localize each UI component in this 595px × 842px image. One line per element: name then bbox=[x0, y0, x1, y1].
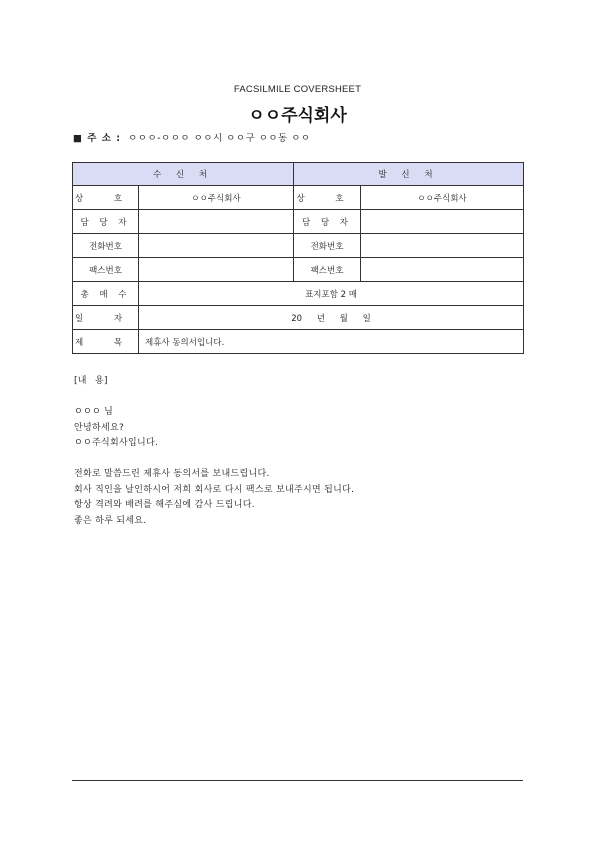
recipient-phone-value[interactable] bbox=[139, 234, 294, 258]
table-header-row bbox=[73, 163, 524, 186]
table-row bbox=[73, 186, 524, 210]
pages-value[interactable]: 표지포함 2 매 bbox=[139, 282, 524, 306]
sender-contact-value[interactable] bbox=[361, 210, 524, 234]
sender-phone-value[interactable] bbox=[361, 234, 524, 258]
subject-label: 제 목 bbox=[73, 330, 139, 354]
date-label: 일 자 bbox=[73, 306, 139, 330]
pages-label: 총 매 수 bbox=[73, 282, 139, 306]
address-label: ■ 주 소 : bbox=[73, 133, 122, 144]
company-title: ㅇㅇ주식회사 bbox=[248, 106, 347, 126]
table-row bbox=[73, 282, 524, 306]
greeting-intro: ㅇㅇ주식회사입니다. bbox=[74, 438, 159, 448]
recipient-phone-label: 전화번호 bbox=[73, 234, 139, 258]
message-line-4: 좋은 하루 되세요. bbox=[74, 515, 147, 526]
recipient-company-value[interactable]: ㅇㅇ주식회사 bbox=[139, 186, 294, 210]
recipient-fax-value[interactable] bbox=[139, 258, 294, 282]
recipient-fax-label: 팩스번호 bbox=[73, 258, 139, 282]
recipient-header: 수 신 처 bbox=[73, 163, 294, 186]
sender-contact-label: 담 당 자 bbox=[294, 210, 361, 234]
address-line bbox=[73, 130, 311, 144]
date-value[interactable]: 20 년 월 일 bbox=[139, 306, 524, 330]
recipient-company-label: 상 호 bbox=[73, 186, 139, 210]
footer-divider bbox=[72, 780, 523, 781]
message-line-3: 항상 격려와 배려를 해주심에 감사 드립니다. bbox=[74, 500, 255, 510]
message-line-2: 회사 직인을 날인하시어 저희 회사로 다시 팩스로 보내주시면 됩니다. bbox=[74, 484, 355, 495]
fax-cover-table bbox=[72, 162, 524, 354]
recipient-contact-label: 담 당 자 bbox=[73, 210, 139, 234]
sender-fax-label: 팩스번호 bbox=[294, 258, 361, 282]
table-row bbox=[73, 210, 524, 234]
sender-company-value[interactable]: ㅇㅇ주식회사 bbox=[361, 186, 524, 210]
recipient-contact-value[interactable] bbox=[139, 210, 294, 234]
sender-phone-label: 전화번호 bbox=[294, 234, 361, 258]
table-row bbox=[73, 234, 524, 258]
greeting-hello: 안녕하세요? bbox=[74, 422, 125, 433]
content-heading: [내 용] bbox=[74, 376, 108, 386]
message-body bbox=[74, 374, 354, 529]
table-row bbox=[73, 258, 524, 282]
sender-fax-value[interactable] bbox=[361, 258, 524, 282]
table-row bbox=[73, 306, 524, 330]
address-value: ㅇㅇㅇ-ㅇㅇㅇ ㅇㅇ시 ㅇㅇ구 ㅇㅇ동 ㅇㅇ bbox=[128, 133, 311, 144]
sender-company-label: 상 호 bbox=[294, 186, 361, 210]
coversheet-subtitle: FACSILMILE COVERSHEET bbox=[233, 84, 362, 95]
subject-value[interactable]: 제휴사 동의서입니다. bbox=[139, 330, 524, 354]
table-row bbox=[73, 330, 524, 354]
sender-header: 발 신 처 bbox=[294, 163, 524, 186]
greeting-name: ㅇㅇㅇ 님 bbox=[74, 407, 114, 417]
message-line-1: 전화로 말씀드린 제휴사 동의서를 보내드립니다. bbox=[74, 469, 270, 479]
